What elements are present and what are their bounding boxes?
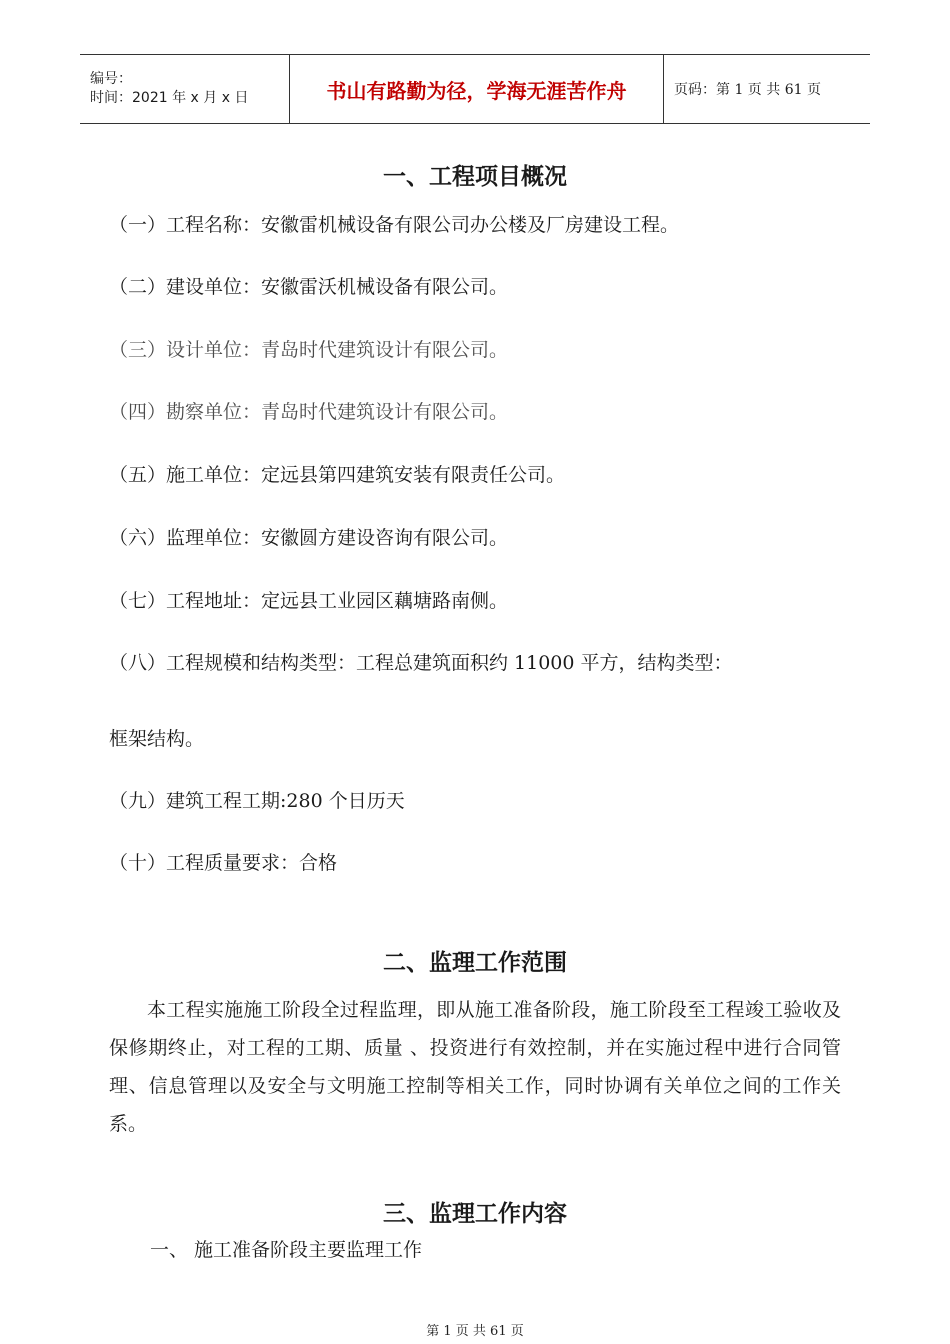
project-item-surveyor: （四）勘察单位：青岛时代建筑设计有限公司。 (109, 401, 509, 423)
page-footer: 第 1 页 共 61 页 (426, 1324, 524, 1339)
project-item-supervisor: （六）监理单位：安徽圆方建设咨询有限公司。 (109, 527, 509, 549)
section-3-sub-item: 一、 施工准备阶段主要监理工作 (150, 1239, 423, 1261)
project-item-name: （一）工程名称：安徽雷机械设备有限公司办公楼及厂房建设工程。 (109, 214, 680, 236)
header-page-info: 页码：第 1 页 共 61 页 (674, 82, 821, 98)
project-item-designer: （三）设计单位：青岛时代建筑设计有限公司。 (109, 339, 509, 361)
project-item-scale: （八）工程规模和结构类型：工程总建筑面积约 11000 平方，结构类型： (109, 652, 733, 674)
section-2-paragraph: 本工程实施施工阶段全过程监理，即从施工准备阶段，施工阶段至工程竣工验收及保修期终止，对工程的工期、质量 、投资进行有效控制，并在实施过程中进行合同管理、信息管理以及安全与文明施工控制等相关工作，同时协调有关单位之间的工作关系。 (109, 999, 841, 1135)
document-number-label: 编号： (90, 71, 132, 87)
page-header (80, 54, 870, 124)
header-motto: 书山有路勤为径，学海无涯苦作舟 (290, 55, 664, 123)
project-item-owner: （二）建设单位：安徽雷沃机械设备有限公司。 (109, 276, 509, 298)
project-item-duration: （九）建筑工程工期:280 个日历天 (109, 790, 405, 812)
section-3-title: 三、监理工作内容 (383, 1201, 567, 1227)
project-item-contractor: （五）施工单位：定远县第四建筑安装有限责任公司。 (109, 464, 566, 486)
document-time-label: 时间：2021 年 x 月 x 日 (90, 90, 249, 106)
section-1-title: 一、工程项目概况 (383, 164, 567, 190)
header-info-cell (80, 55, 290, 123)
section-2-title: 二、监理工作范围 (383, 950, 567, 976)
project-item-address: （七）工程地址：定远县工业园区藕塘路南侧。 (109, 590, 509, 612)
project-item-scale-continued: 框架结构。 (109, 728, 205, 750)
project-item-quality: （十）工程质量要求：合格 (109, 852, 338, 874)
